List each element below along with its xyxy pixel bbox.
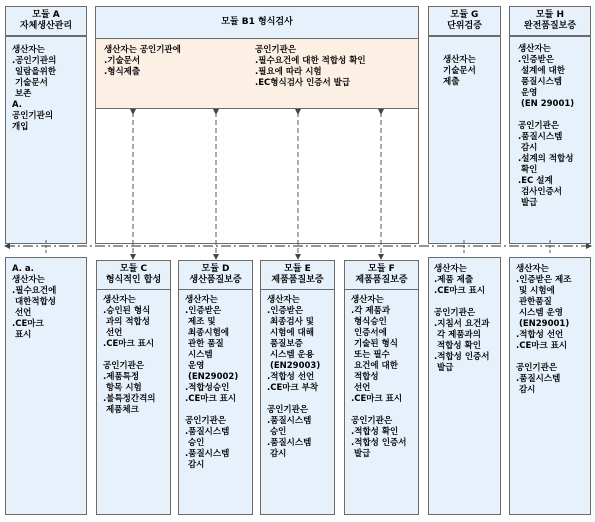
- module-h-subtitle: 완전품질보증: [523, 21, 577, 31]
- module-e-body: 생산자는 .인증받은 최종검사 및 시험에 대해 품질보증 시스템 운용 (EN29003) .적합성 선언 .CE마크 부착 공인기관은 .품질시스템 승인 .품질시스템 감시: [267, 295, 321, 459]
- module-g-title: 모듈 G: [450, 10, 479, 20]
- divider-arrow-left: [4, 243, 10, 249]
- module-e-title: 모듈 E: [284, 264, 311, 274]
- divider-arrow-right: [586, 243, 592, 249]
- module-b1-left-body: 생산자는 공인기관에 .기술문서 .형식제출: [104, 45, 181, 77]
- module-a-body: 생산자는 .공인기관의 일람을위한 기술문서 보존 A. 공인기관의 개입: [12, 45, 57, 132]
- module-c-body: 생산자는 .승인된 형식 과의 적합성 선언 .CE마크 표시 공인기관은 .제품특정 항목 시험 .불특정간격의 제품체크: [103, 295, 156, 415]
- module-f-body: 생산자는 .각 제품과 형식승인 인증서에 기술된 형식 또는 필수 요건에 대한 적합성 선언 .CE마크 표시 공인기관은 .적합성 확인 .적합성 인증서 발급: [351, 295, 407, 459]
- module-h-title: 모듈 H: [535, 10, 565, 20]
- module-f-title: 모듈 F: [368, 264, 395, 274]
- module-g2-body: 생산자는 .제품 제출 .CE마크 표시 공인기관은 .지침서 요건과 각 제품과의 적합성 확인 .적합성 인증서 발급: [434, 264, 490, 373]
- module-h-body: 생산자는 .인증받은 설계에 대한 품질시스템 운영 (EN 29001) 공인기관은 .품질시스템 감시 .설계의 적합성 확인 .EC 설계 검사인증서 발급: [518, 44, 575, 208]
- module-b1-right-body: 공인기관은 .필수요건에 대한 적합성 확인 .필요에 따라 시험 .EC형식검사 인증서 발급: [255, 45, 366, 88]
- module-d-body: 생산자는 .인증받은 제조 및 최종시험에 관한 품질 시스템 운영 (EN29002) .적합성승인 .CE마크 표시 공인기관은 .품질시스템 승인 .품질시스템 감시: [185, 295, 239, 470]
- module-b1-title: 모듈 B1 형식검사: [221, 17, 293, 27]
- module-e-subtitle: 제품품질보증: [271, 275, 324, 285]
- module-aa-body: A. a. 생산자는 .필수요건에 대한적합성 선언 .CE마크 표시: [12, 264, 57, 340]
- module-c-title: 모듈 C: [119, 264, 148, 274]
- module-a-subtitle: 자체생산관리: [19, 21, 73, 31]
- module-c-subtitle: 형식적인 합성: [105, 275, 162, 285]
- module-d-subtitle: 생산품질보증: [189, 275, 242, 285]
- module-a-title: 모듈 A: [32, 10, 60, 20]
- module-h2-body: 생산자는 .인증받은 제조 및 시험에 관한품질 시스템 운영 (EN29001) .적합성 선언 .CE마크 표시 공인기관은 .품질시스템 감시: [516, 264, 572, 395]
- module-d-title: 모듈 D: [201, 264, 230, 274]
- module-g-body: 생산자는 기술문서 제출: [443, 55, 476, 87]
- module-f-subtitle: 제품품질보증: [355, 275, 408, 285]
- module-g-subtitle: 단위검증: [447, 21, 482, 31]
